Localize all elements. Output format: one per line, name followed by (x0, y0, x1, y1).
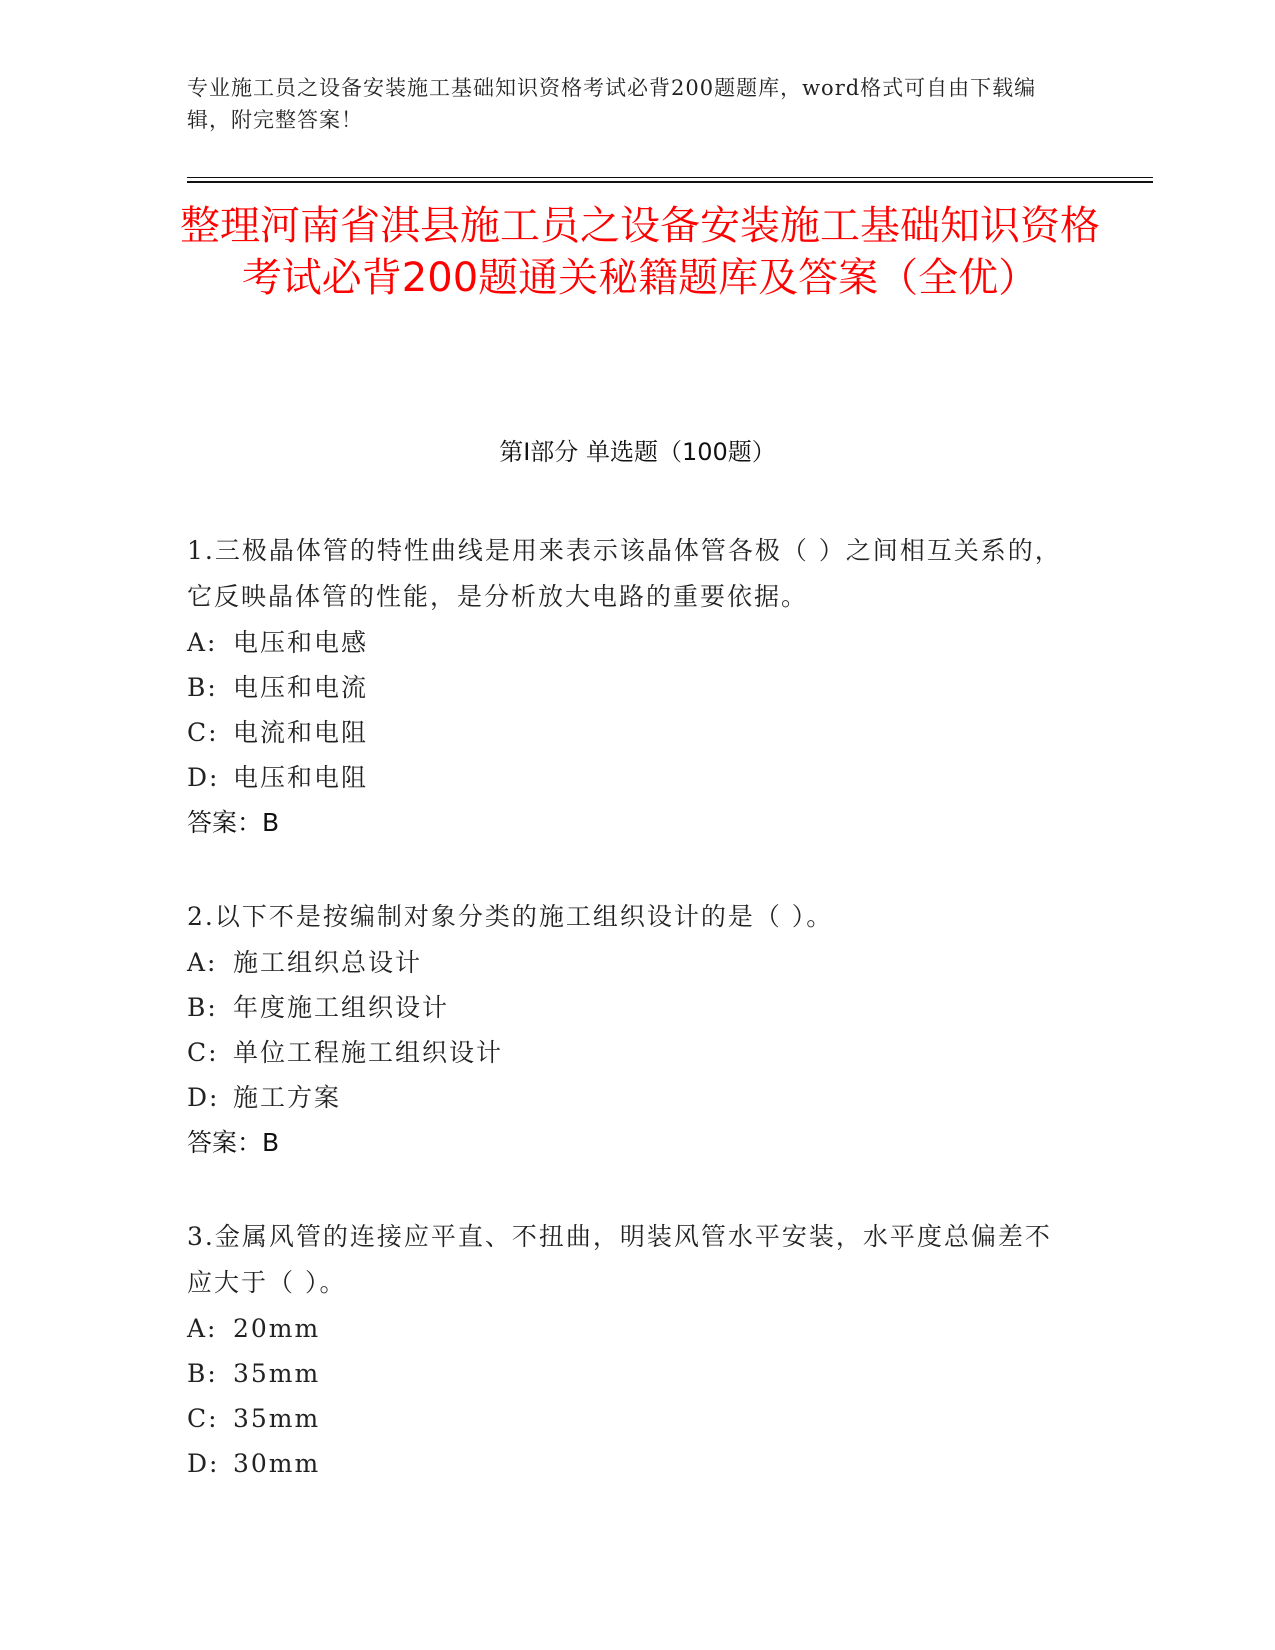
answer: 答案：B (187, 808, 280, 837)
option-letter: C: (187, 1404, 219, 1433)
option-a (187, 620, 1067, 665)
option-text: 35mm (233, 1359, 321, 1388)
option-b (187, 665, 1067, 710)
question-1 (187, 528, 1067, 846)
question-stem: 3.金属风管的连接应平直、不扭曲，明装风管水平安装，水平度总偏差不应大于（ ）。 (187, 1222, 1052, 1297)
option-letter: D: (187, 1449, 220, 1478)
option-letter: C: (187, 718, 219, 747)
question-stem: 1.三极晶体管的特性曲线是用来表示该晶体管各极（ ）之间相互关系的，它反映晶体管的性能，是分析放大电路的重要依据。 (187, 536, 1062, 611)
option-d (187, 1075, 1067, 1120)
question-list (187, 528, 1067, 1534)
option-letter: B: (187, 1359, 218, 1388)
header-divider-thin (187, 177, 1153, 178)
option-text: 年度施工组织设计 (233, 993, 450, 1022)
question-stem: 2.以下不是按编制对象分类的施工组织设计的是（ ）。 (187, 902, 834, 931)
option-b (187, 1351, 1067, 1396)
option-text: 施工方案 (233, 1083, 342, 1112)
option-c (187, 1396, 1067, 1441)
option-a (187, 1306, 1067, 1351)
option-letter: A: (187, 948, 218, 977)
header-divider-thick (187, 181, 1153, 183)
option-text: 施工组织总设计 (233, 948, 423, 977)
option-d (187, 1441, 1067, 1486)
option-letter: B: (187, 993, 218, 1022)
section-title: 第Ⅰ部分 单选题（100题） (499, 438, 776, 466)
option-letter: D: (187, 763, 220, 792)
option-text: 30mm (233, 1449, 321, 1478)
option-text: 电流和电阻 (233, 718, 369, 747)
answer: 答案：B (187, 1128, 280, 1157)
option-text: 电压和电流 (233, 673, 369, 702)
option-letter: A: (187, 1314, 218, 1343)
option-text: 电压和电阻 (233, 763, 369, 792)
header-note: 专业施工员之设备安装施工基础知识资格考试必背200题题库，word格式可自由下载编辑，附完整答案！ (187, 76, 1037, 132)
option-text: 单位工程施工组织设计 (233, 1038, 504, 1067)
question-3 (187, 1214, 1067, 1486)
option-c (187, 710, 1067, 755)
option-a (187, 940, 1067, 985)
document-title: 整理河南省淇县施工员之设备安装施工基础知识资格考试必背200题通关秘籍题库及答案（全优） (180, 203, 1100, 301)
option-letter: A: (187, 628, 218, 657)
question-2 (187, 894, 1067, 1166)
option-text: 电压和电感 (233, 628, 369, 657)
option-text: 20mm (233, 1314, 321, 1343)
option-letter: D: (187, 1083, 220, 1112)
option-text: 35mm (233, 1404, 321, 1433)
option-letter: C: (187, 1038, 219, 1067)
option-b (187, 985, 1067, 1030)
option-c (187, 1030, 1067, 1075)
option-d (187, 755, 1067, 800)
option-letter: B: (187, 673, 218, 702)
